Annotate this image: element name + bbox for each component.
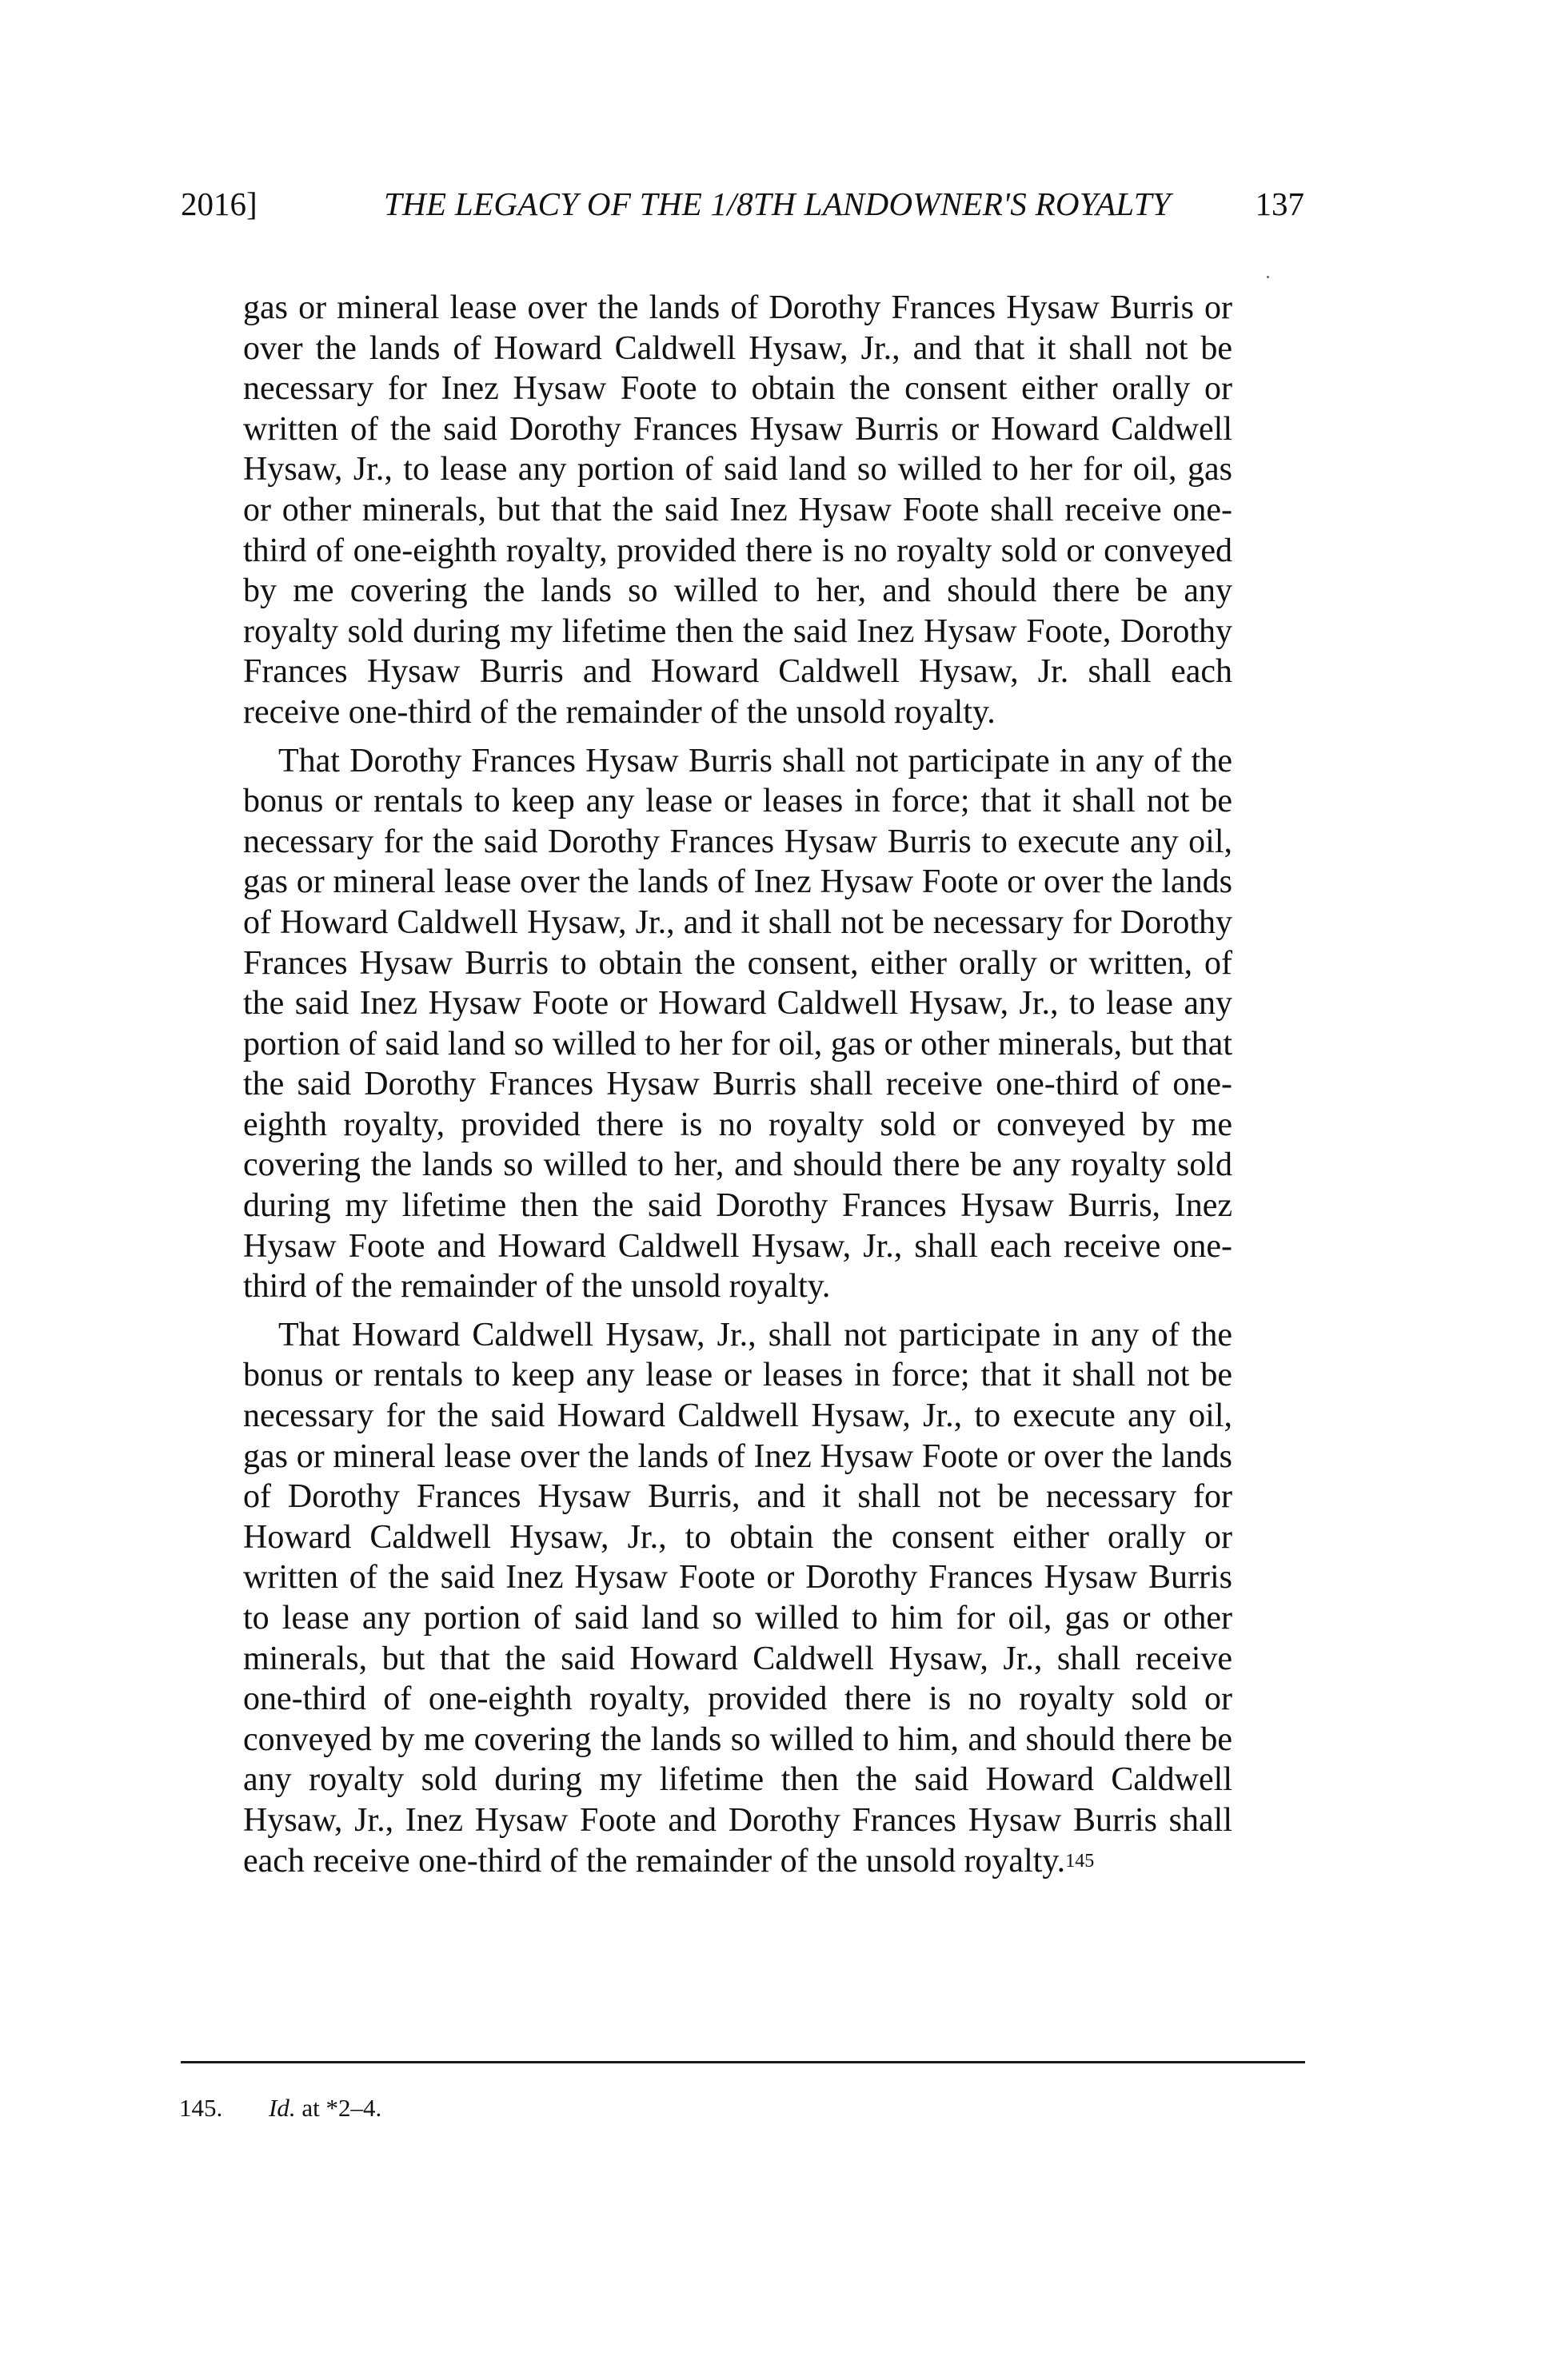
scan-speck	[1267, 276, 1269, 278]
paragraph: gas or mineral lease over the lands of Dorothy Frances Hysaw Burris or over the lands of Howard Caldwell Hysaw, Jr., and that it shall not be necessary for Inez Hysaw Foote to obtain the consent either orally or written of the said Dorothy Frances Hysaw Burris or Howard Caldwell Hysaw, Jr., to lease any portion of said land so willed to her for oil, gas or other minerals, but that the said Inez Hysaw Foote shall receive one-third of one-eighth royalty, provided there is no royalty sold or conveyed by me covering the lands so willed to her, and should there be any royalty sold during my lifetime then the said Inez Hysaw Foote, Dorothy Frances Hysaw Burris and Howard Caldwell Hysaw, Jr. shall each receive one-third of the remainder of the unsold royalty.	[243, 289, 1232, 731]
footnote	[179, 2092, 381, 2124]
footnote-citation: Id.	[269, 2094, 296, 2122]
paragraph: That Howard Caldwell Hysaw, Jr., shall not participate in any of the bonus or rentals to keep any lease or leases in force; that it shall not be necessary for the said Howard Caldwell Hysaw, Jr., to execute any oil, gas or mineral lease over the lands of Inez Hysaw Foote or over the lands of Dorothy Frances Hysaw Burris, and it shall not be necessary for Howard Caldwell Hysaw, Jr., to obtain the consent either orally or written of the said Inez Hysaw Foote or Dorothy Frances Hysaw Burris to lease any portion of said land so willed to him for oil, gas or other minerals, but that the said Howard Caldwell Hysaw, Jr., shall receive one-third of one-eighth royalty, provided there is no royalty sold or conveyed by me covering the lands so willed to him, and should there be any royalty sold during my lifetime then the said Howard Caldwell Hysaw, Jr., Inez Hysaw Foote and Dorothy Frances Hysaw Burris shall each receive one-third of the remainder of the unsold royalty.	[243, 1316, 1232, 1880]
block-quote	[243, 288, 1232, 1881]
footnote-number: 145.	[179, 2094, 223, 2122]
volume-year: 2016]	[181, 185, 258, 222]
paragraph: That Dorothy Frances Hysaw Burris shall not participate in any of the bonus or rentals to keep any lease or leases in force; that it shall not be necessary for the said Dorothy Frances Hysaw Burris to execute any oil, gas or mineral lease over the lands of Inez Hysaw Foote or over the lands of Howard Caldwell Hysaw, Jr., and it shall not be necessary for Dorothy Frances Hysaw Burris to obtain the consent, either orally or written, of the said Inez Hysaw Foote or Howard Caldwell Hysaw, Jr., to lease any portion of said land so willed to her for oil, gas or other minerals, but that the said Dorothy Frances Hysaw Burris shall receive one-third of one-eighth royalty, provided there is no royalty sold or conveyed by me covering the lands so willed to her, and should there be any royalty sold during my lifetime then the said Dorothy Frances Hysaw Burris, Inez Hysaw Foote and Howard Caldwell Hysaw, Jr., shall each receive one-third of the remainder of the unsold royalty.	[243, 742, 1232, 1306]
footnote-divider	[181, 2061, 1305, 2063]
footnote-marker[interactable]: 145	[1065, 1850, 1095, 1872]
page-number: 137	[1255, 185, 1304, 222]
running-head	[181, 180, 1304, 228]
paragraph-with-footnote	[243, 1315, 1232, 1881]
article-title: THE LEGACY OF THE 1/8TH LANDOWNER'S ROYALTY	[384, 185, 1171, 222]
footnote-locator: at *2–4.	[301, 2094, 382, 2122]
